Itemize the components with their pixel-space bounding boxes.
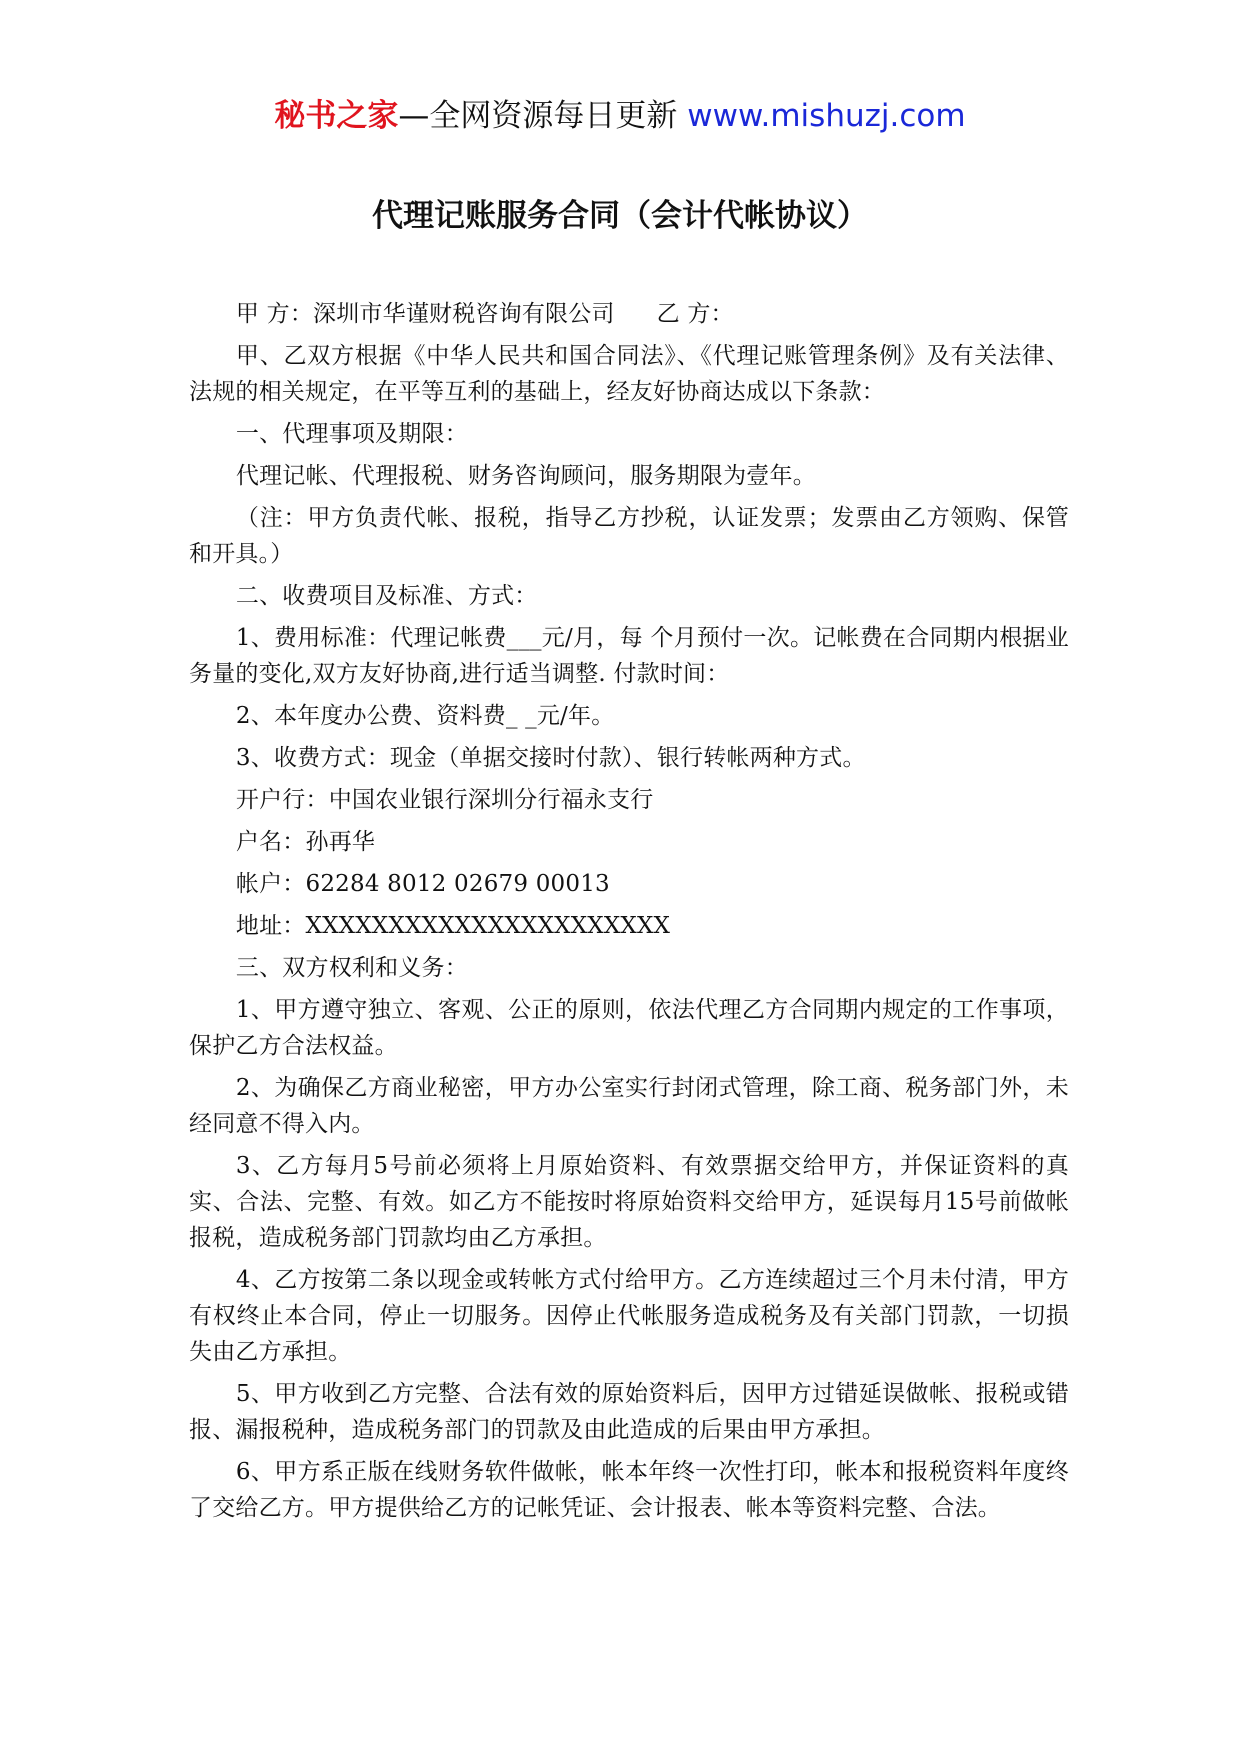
paragraph: 6、甲方系正版在线财务软件做帐，帐本年终一次性打印，帐本和报税资料年度终了交给乙方。甲方提供给乙方的记帐凭证、会计报表、帐本等资料完整、合法。 [189,1459,1069,1521]
paragraph: 3、收费方式：现金（单据交接时付款）、银行转帐两种方式。 [235,745,866,771]
paragraph: （注：甲方负责代帐、报税，指导乙方抄税，认证发票；发票由乙方领购、保管和开具。） [189,505,1069,567]
site-url-link[interactable]: www.mishuzj.com [687,98,966,134]
paragraph: 2、为确保乙方商业秘密，甲方办公室实行封闭式管理，除工商、税务部门外，未经同意不得入内。 [189,1075,1069,1137]
document-body [189,296,1069,1532]
paragraph: 3、乙方每月5号前必须将上月原始资料、有效票据交给甲方，并保证资料的真实、合法、完整、有效。如乙方不能按时将原始资料交给甲方，延误每月15号前做帐报税，造成税务部门罚款均由乙方承担。 [189,1153,1069,1251]
account-number: 帐户：62284 8012 02679 00013 [235,871,610,897]
site-brand: 秘书之家 [274,98,399,134]
bank-name: 开户行：中国农业银行深圳分行福永支行 [235,787,654,813]
account-holder: 户名：孙再华 [235,829,376,855]
section-heading: 一、代理事项及期限： [235,421,468,447]
section-heading: 三、双方权利和义务： [235,955,468,981]
paragraph: 2、本年度办公费、资料费_ _元/年。 [235,703,615,729]
document-title: 代理记账服务合同（会计代帐协议） [372,198,868,234]
site-header [0,96,1240,136]
address: 地址：XXXXXXXXXXXXXXXXXXXXXX [235,913,671,939]
parties-line [189,296,1069,332]
paragraph: 4、乙方按第二条以现金或转帐方式付给甲方。乙方连续超过三个月未付清，甲方有权终止本合同，停止一切服务。因停止代帐服务造成税务及有关部门罚款，一切损失由乙方承担。 [189,1267,1069,1365]
party-a: 甲 方：深圳市华谨财税咨询有限公司 [235,301,615,327]
party-b: 乙 方： [656,301,734,327]
paragraph: 1、费用标准：代理记帐费___元/月，每 个月预付一次。记帐费在合同期内根据业务量的变化,双方友好协商,进行适当调整. 付款时间： [189,625,1069,687]
section-heading: 二、收费项目及标准、方式： [235,583,538,609]
paragraph: 1、甲方遵守独立、客观、公正的原则，依法代理乙方合同期内规定的工作事项，保护乙方合法权益。 [189,997,1069,1059]
paragraph: 甲、乙双方根据《中华人民共和国合同法》、《代理记账管理条例》及有关法律、法规的相关规定，在平等互利的基础上，经友好协商达成以下条款： [189,343,1069,405]
site-slogan: —全网资源每日更新 [398,98,688,134]
paragraph: 代理记帐、代理报税、财务咨询顾问，服务期限为壹年。 [235,463,816,489]
paragraph: 5、甲方收到乙方完整、合法有效的原始资料后，因甲方过错延误做帐、报税或错报、漏报税种，造成税务部门的罚款及由此造成的后果由甲方承担。 [189,1381,1069,1443]
